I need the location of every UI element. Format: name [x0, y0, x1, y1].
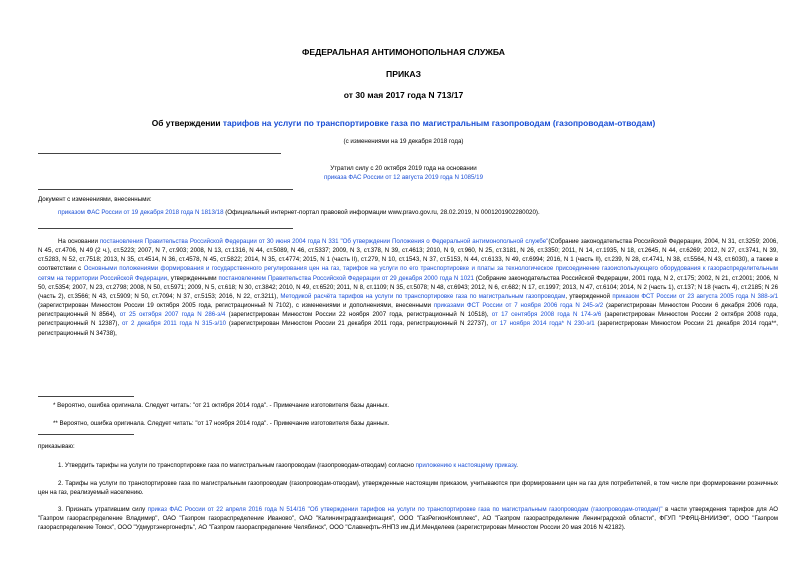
basis-link[interactable]: постановлением Правительства Российской Федерации от 29 декабря 2000 года N 1021 — [218, 274, 474, 282]
basis-text: , утвержденной — [565, 292, 613, 300]
order-item-2: 2. Тарифы на услуги по транспортировке газа по магистральным газопроводам (газопроводам-отводам), утвержденные настоящим приказом, учитываются при формировании цен на газ для потребителей, в том числе при формировании розничных цен на газ, реализуемый населению. — [38, 480, 778, 497]
basis-link[interactable]: от 25 октября 2007 года N 286-э/4 — [119, 311, 226, 319]
document-type: ПРИКАЗ — [386, 69, 421, 79]
basis-text: (зарегистрирован Минюстом России 22 ноября 2007 года, регистрационный N 10518), — [225, 311, 492, 319]
title-link[interactable]: тарифов на услуги по транспортировке газа по магистральным газопроводам (газопроводам-отводам) — [222, 118, 656, 128]
document-date-number: от 30 мая 2017 года N 713/17 — [343, 90, 464, 100]
order-text: в части утверждения тарифов для АО "Газпром газораспределение Владимир", ОАО "Газпром газораспределение Иваново", ОАО "Калининградгазификация", ООО "ГазРегионКомплекс", АО "Газпром газораспределение Ленинградской области", ФГУП "РФЯЦ-ВНИИЭФ", ООО "Газпром газораспределение Томск", ООО "Удмуртэнергонефть", АО "Газпром газораспределение Челябинск", ООО "Славнефть-ЯНПЗ им.Д.И.Менделеев (зарегистрирован Минюстом России 20 мая 2016 N 42182). — [38, 506, 778, 532]
footnote-divider — [38, 434, 134, 435]
revision-rest: (Официальный интернет-портал правовой информации www.pravo.gov.ru, 28.02.2019, N 0001201902280020). — [223, 209, 540, 217]
expired-notice — [0, 164, 807, 182]
title-prefix: Об утверждении — [151, 118, 223, 128]
basis-paragraph — [38, 237, 778, 338]
divider — [38, 153, 281, 154]
basis-text: На основании — [58, 238, 100, 245]
divider — [38, 228, 293, 229]
appendix-link[interactable]: приложению к настоящему приказу — [415, 462, 517, 469]
divider — [38, 189, 293, 190]
revision-block — [38, 195, 778, 217]
basis-text: (Собрание законодательства Российской Федерации, 2004, N 31, ст.3259; 2006, N 45, ст.4706, N 49 (2 ч.), ст.5223; 2007, N 7, ст.903; 2008, N 13, ст.1316, N 44, ст.5089, N 46, ст.5337; 2009, N 3, ст.378, N 39, ст.4613; 2010, N 9, ст.960, N 25, ст.3181, N 26, ст.3350; 2011, N 14, ст.1935, N 18, ст.2645, N 44, ст.6269; 2012, N 27, ст.3741, N 39, ст.5283, N 52, ст.7518; 2013, N 35, ст.4514, N 36, ст.4578, N 45, ст.5822; 2014, N 35, ст.4774; 2015, N 1 (часть II), ст.279, N 10, ст.1543, N 37, ст.5153, N 44, ст.6133, N 49, ст.6994; 2016, N 1 (часть II), ст.239, N 28, ст.4741, N 38, ст.5564, N 43, ст.6030), а также в соответствии с — [38, 238, 778, 273]
basis-text: , утвержденными — [167, 274, 219, 282]
basis-link[interactable]: приказами ФСТ России от 7 ноября 2006 года N 245-э/2 — [433, 302, 604, 310]
basis-link[interactable]: Методикой расчёта тарифов на услуги по транспортировке газа по магистральным газопроводам — [280, 292, 566, 300]
amendment-note: (с изменениями на 19 декабря 2018 года) — [343, 138, 464, 145]
basis-text: (зарегистрирован Минюстом России 2 октября 2008 года, регистрационный N 12387), — [38, 311, 778, 328]
footnote-1: * Вероятно, ошибка оригинала. Следует читать: "от 21 октября 2014 года". - Примечание изготовителя базы данных. — [53, 402, 390, 409]
revision-line — [38, 208, 778, 217]
repealed-order-link[interactable]: приказ ФАС России от 22 апреля 2016 года N 514/16 "Об утверждении тарифов на услуги по транспортировке газа по магистральным газопроводам (газопроводам-отводам)" — [147, 506, 663, 513]
orders-intro: приказываю: — [38, 443, 75, 450]
basis-text: (зарегистрирован Минюстом России 6 декабря 2006 года, регистрационный N 8564), — [38, 302, 778, 319]
basis-link[interactable]: приказом ФСТ России от 23 августа 2005 года N 388-э/1 — [612, 292, 779, 300]
revision-heading: Документ с изменениями, внесенными: — [38, 196, 152, 203]
basis-link[interactable]: постановления Правительства Российской Федерации от 30 июня 2004 года N 331 "Об утверждении Положения о Федеральной антимонопольной службе" — [99, 238, 549, 245]
agency-name: ФЕДЕРАЛЬНАЯ АНТИМОНОПОЛЬНАЯ СЛУЖБА — [302, 47, 505, 57]
document-title — [0, 118, 807, 128]
basis-link[interactable]: от 17 сентября 2008 года N 174-э/6 — [491, 311, 602, 319]
order-item-1 — [38, 461, 778, 470]
order-text: 3. Признать утратившим силу — [58, 506, 148, 513]
order-text: 1. Утвердить тарифы на услуги по транспортировке газа по магистральным газопроводам (газопроводам-отводам) согласно — [58, 462, 416, 469]
expired-link[interactable]: приказа ФАС России от 12 августа 2019 года N 1085/19 — [323, 174, 484, 182]
footnote-2: ** Вероятно, ошибка оригинала. Следует читать: "от 17 ноября 2014 года". - Примечание изготовителя базы данных. — [53, 420, 390, 427]
basis-link[interactable]: от 2 декабря 2011 года N 315-э/10 — [122, 320, 227, 328]
basis-link[interactable]: от 17 ноября 2014 года* N 230-э/1 — [490, 320, 595, 328]
basis-text: (зарегистрирован Минюстом России 21 декабря 2014 года**, регистрационный N 34738), — [38, 320, 778, 337]
expired-line: Утратил силу с 20 октября 2019 года на основании — [330, 165, 477, 172]
footnote-divider — [38, 396, 134, 397]
basis-text: (зарегистрирован Минюстом России 21 декабря 2011 года, регистрационный N 22737), — [226, 320, 491, 328]
order-text: . — [516, 462, 518, 469]
basis-text: (зарегистрирован Минюстом России 19 октября 2005 года, регистрационный N 7102), с изменениями и дополнениями, внесенными — [38, 302, 434, 310]
revision-link[interactable]: приказом ФАС России от 19 декабря 2018 года N 1813/18 — [58, 209, 224, 217]
order-item-3 — [38, 505, 778, 532]
basis-link[interactable]: Основными положениями формирования и государственного регулирования цен на газ, тарифов на услуги по его транспортировке и платы за технологическое присоединение газоиспользующего оборудования к газораспределительным сетям на территории Российской Федерации — [38, 265, 778, 282]
basis-text: (Собрание законодательства Российской Федерации, 2001 года, N 2, ст.175; 2002, N 21, ст.2001; 2006, N 50, ст.5354; 2007, N 23, ст.2798; 2008, N 50, ст.5971; 2009, N 5, ст.618; N 30, ст.3842; 2010, N 49, ст.6520; 2011, N 8, ст.1109; N 35, ст.5078; N 48, ст.6943; 2012, N 6, ст.682; N 17, ст.1997; 2013, N 47, ст.6104; 2014, N 2 (часть 1), ст.137; N 18 (часть 4), ст.2185; N 26 (часть 2), ст.3566; N 43, ст.5909; N 50, ст.7094; N 37, ст.5153; 2016, N 22, ст.3211), — [38, 274, 778, 300]
